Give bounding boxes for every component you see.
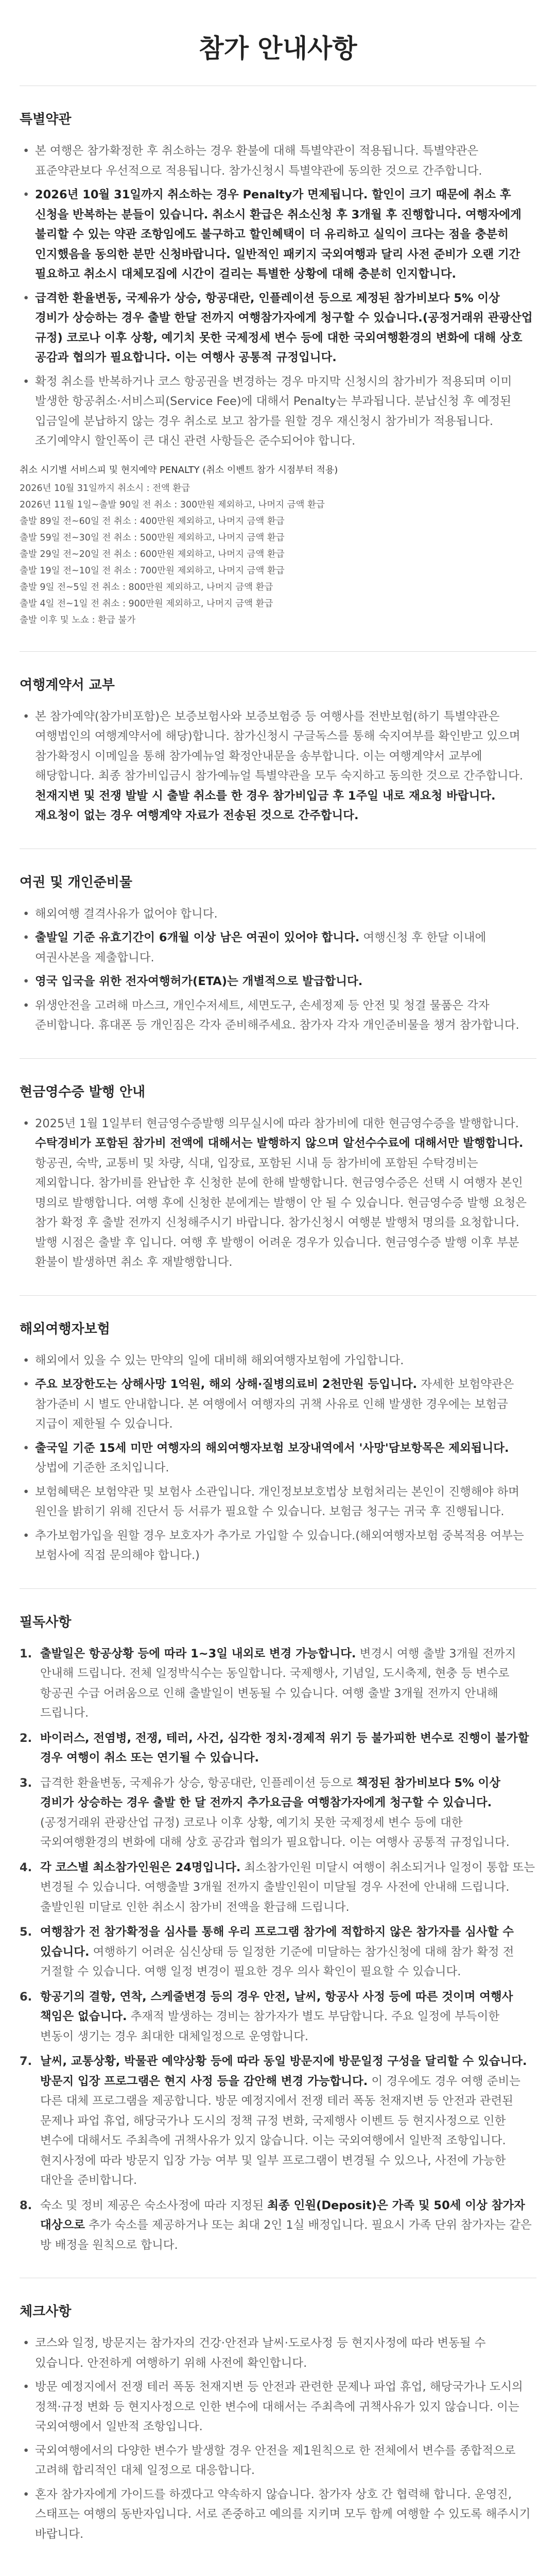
penalty-row: 출발 29일 전~20일 전 취소 : 600만원 제외하고, 나머지 금액 환급 [20,549,285,560]
list-item [20,1922,536,1982]
item-emphasis: 바이러스, 전염병, 전쟁, 테러, 사건, 심각한 정치·경제적 위기 등 불가피한 변수로 진행이 불가할 경우 여행이 취소 또는 연기될 수 있습니다. [40,1731,529,1765]
item-emphasis: 출발일 기준 유효기간이 6개월 이상 남은 여권이 있어야 합니다. [35,931,360,944]
item-text: 방문 예정지에서 전쟁 테러 폭동 천재지변 등 안전과 관련한 문제나 파업 휴업, 해당국가나 도시의 정책·규정 변화 등 현지사정으로 인한 변수에 대해서는 주최측에 귀책사유가 있지 않습니다. 이는 국외여행에서 일반적 조항입니다. [35,2380,523,2433]
bullet-list [20,2333,536,2544]
section-transfer [20,651,536,826]
item-number: 7. [20,2055,32,2068]
bullet-list [20,1351,536,1566]
list-item [20,141,536,181]
penalty-table-title: 취소 시기별 서비스피 및 현지예약 PENALTY (취소 이벤트 참가 시점부터 적용) [20,464,338,476]
bullet-list [20,707,536,826]
list-item [20,289,536,368]
page-title: 참가 안내사항 [199,33,357,63]
list-item [20,1728,536,1768]
item-text: 여행하기 어려운 심신상태 등 일정한 기준에 미달하는 참가신청에 대해 참가 확정 전 거절할 수 있습니다. 여행 일정 변경이 필요한 경우 의사 확인이 필요할 수 있습니다. [40,1945,514,1978]
list-item [20,2052,536,2191]
item-emphasis: 영국 입국을 위한 전자여행허가(ETA)는 개별적으로 발급합니다. [35,975,363,988]
item-text: 상법에 기준한 조치입니다. [35,1461,169,1475]
list-item [20,1858,536,1918]
list-item [20,2196,536,2256]
section-checklist [20,2278,536,2544]
bullet-list [20,141,536,451]
penalty-table [20,463,536,629]
penalty-row: 출발 19일 전~10일 전 취소 : 700만원 제외하고, 나머지 금액 환급 [20,565,285,576]
section-notices [20,1588,536,2256]
item-emphasis: 2026년 10월 31일까지 취소하는 경우 Penalty가 면제됩니다. 할인이 크기 때문에 취소 후 신청을 반복하는 분들이 있습니다. 취소시 환급은 취소신청 후 3개월 후 진행합니다. 여행자에게 불리할 수 있는 약관 조항임에도 불구하고 할인혜택이 더 유리하고 실익이 크다는 점을 충분히 인지했음을 동의한 분만 신청바랍니다. 일반적인 패키지 국외여행과 달리 사전 준비가 오랜 기간 필요하고 취소시 대체모집에 시간이 걸리는 특별한 상황에 대해 충분히 인지합니다. [35,188,522,281]
item-text: 급격한 환율변동, 국제유가 상승, 항공대란, 인플레이션 등으로 [40,1776,357,1790]
item-emphasis: 최종 인원(Deposit)은 가족 및 50세 이상 참가자 대상으로 [40,2198,525,2232]
section-heading: 필독사항 [20,1614,72,1630]
penalty-row: 출발 4일 전~1일 전 취소 : 900만원 제외하고, 나머지 금액 환급 [20,598,273,609]
item-text: 해외에서 있을 수 있는 만약의 일에 대비해 해외여행자보험에 가입합니다. [35,1353,404,1367]
section-passport [20,849,536,1036]
section-heading: 여행계약서 교부 [20,677,115,693]
list-item [20,996,536,1036]
item-text: 혼자 참가자에게 가이드를 하겠다고 약속하지 않습니다. 참가자 상호 간 협력해 합니다. 운영진, 스태프는 여행의 동반자입니다. 서로 존중하고 예의를 지키며 모두 함께 여행할 수 있도록 해주시기 바랍니다. [35,2487,531,2541]
item-emphasis: 여행참가 전 참가확정을 심사를 통해 우리 프로그램 참가에 적합하지 않은 참가자를 심사할 수 있습니다. [40,1925,514,1959]
item-emphasis: 출발일은 항공상황 등에 따라 1~3일 내외로 변경 가능합니다. [40,1647,356,1660]
section-receipt [20,1058,536,1273]
list-item [20,1987,536,2047]
item-text: 숙소 및 정비 제공은 숙소사정에 따라 지정된 [40,2198,268,2212]
penalty-row: 2026년 10월 31일까지 취소시 : 전액 환급 [20,483,190,494]
penalty-row: 출발 9일 전~5일 전 취소 : 800만원 제외하고, 나머지 금액 환급 [20,582,273,592]
penalty-row: 2026년 11월 1일~출발 90일 전 취소 : 300만원 제외하고, 나머지 금액 환급 [20,499,325,510]
item-text: 확정 취소를 반복하거나 코스 항공권을 변경하는 경우 마지막 신청시의 참가비가 적용되며 이미 발생한 항공취소·서비스피(Service Fee)에 대해서 Penalty는 부과됩니다. 분납신청 후 예정된 입금일에 분납하지 않는 경우 취소로 보고 참가를 원할 경우 재신청시 참가비가 적용됩니다. 조기예약시 할인폭이 큰 대신 관련 사항들은 준수되어야 합니다. [35,375,512,448]
item-emphasis: 출국일 기준 15세 미만 여행자의 해외여행자보험 보장내역에서 '사망'담보항목은 제외됩니다. [35,1441,509,1455]
list-item [20,185,536,284]
item-text: 위생안전을 고려해 마스크, 개인수저세트, 세면도구, 손세정제 등 안전 및 청결 물품은 각자 준비합니다. 휴대폰 등 개인짐은 각자 준비해주세요. 참가자 각자 개인준비물을 챙겨 참가합니다. [35,998,519,1032]
item-text: 본 참가예약(참가비포함)은 보증보험사와 보증보험증 등 여행사를 전반보험(하기 특별약관은 여행법인의 여행계약서에 해당)합니다. 참가신청시 구글독스를 통해 숙지여부를 확인받고 있으며 참가확정시 이메일을 통해 참가예뉴얼 확정안내문을 송부합니다. 이는 여행계약서 교부에 해당합니다. 최종 참가비입금시 참가예뉴얼 특별약관을 모두 숙지하고 동의한 것으로 간주합니다. [35,709,524,783]
item-emphasis: 천재지변 및 전쟁 발발 시 출발 취소를 한 경우 참가비입금 후 1주일 내로 재요청 바랍니다. 재요청이 없는 경우 여행계약 자료가 전송된 것으로 간주합니다. [35,789,496,822]
item-emphasis: 주요 보장한도는 상해사망 1억원, 해외 상해·질병의료비 2천만원 등입니다. [35,1378,418,1391]
penalty-row: 출발 89일 전~60일 전 취소 : 400만원 제외하고, 나머지 금액 환급 [20,516,285,527]
item-text: 여행신청 후 한달 이내에 여권사본을 제출합니다. [35,931,486,964]
section-insurance [20,1295,536,1566]
item-text: 본 여행은 참가확정한 후 취소하는 경우 환불에 대해 특별약관이 적용됩니다. 특별약관은 표준약관보다 우선적으로 적용됩니다. 참가신청시 특별약관에 동의한 것으로 간주합니다. [35,144,482,178]
item-text: 자세한 보험약관은 참가준비 시 별도 안내합니다. 본 여행에서 여행자의 귀책 사유로 인해 발생한 경우에는 보험금 지급이 제한될 수 있습니다. [35,1378,514,1431]
item-number: 6. [20,1990,32,2004]
item-number: 1. [20,1647,32,1660]
list-item [20,707,536,826]
list-item [20,2377,536,2437]
item-emphasis: 항공기의 결항, 연착, 스케줄변경 등의 경우 안전, 날씨, 항공사 사정 등에 따른 것이며 여행사 책임은 없습니다. [40,1990,513,2023]
item-text: 추가 숙소를 제공하거나 또는 최대 2인 1실 배정입니다. 필요시 가족 단위 참가자는 같은 방 배정을 원칙으로 합니다. [40,2218,532,2252]
item-emphasis: 책정된 참가비보다 5% 이상 경비가 상승하는 경우 출발 한 달 전까지 추가요금을 여행참가자에게 청구할 수 있습니다. [40,1776,500,1809]
item-emphasis: 날씨, 교통상황, 박물관 예약상황 등에 따라 동일 방문지에 방문일정 구성을 달리할 수 있습니다. 방문지 입장 프로그램은 현지 사정 등을 감안해 변경 가능합니다. [40,2055,527,2088]
penalty-table-rows [20,480,536,629]
item-emphasis: 급격한 환율변동, 국제유가 상승, 항공대란, 인플레이션 등으로 제정된 참가비보다 5% 이상 경비가 상승하는 경우 출발 한달 전까지 여행참가자에게 청구할 수 있습니다.(공정거래위 관광산업 규정) 코로나 이후 상황, 예기치 못한 국제정세 변수 등에 대한 국외여행환경의 변화에 대해 상호 공감과 협의가 필요합니다. 이는 여행사 공통적 규정입니다. [35,291,533,364]
list-item [20,1438,536,1478]
list-item [20,2441,536,2481]
item-text: (공정거래위 관광산업 규정) 코로나 이후 상황, 예기치 못한 국제정세 변수 등에 대한 국외여행환경의 변화에 대해 상호 공감과 협의가 필요합니다. 이는 여행사 공통적 규정입니다. [40,1816,510,1849]
list-item [20,1526,536,1566]
list-item [20,2333,536,2373]
list-item [20,1644,536,1723]
section-special-terms [20,86,536,629]
item-number: 3. [20,1776,32,1790]
list-item [20,1351,536,1371]
section-heading: 해외여행자보험 [20,1321,110,1337]
item-text: 이 경우에도 경우 여행 준비는 다른 대체 프로그램을 제공합니다. 방문 예정지에서 전쟁 테러 폭동 천재지변 등 안전과 관련된 문제나 파업 휴업, 해당국가나 도시의 정책 규정 변화, 국제행사 이벤트 등 현지사정으로 인한 변수에 대해서도 주최측에 귀책사유가 있지 않습니다. 이는 국외여행에서 일반적 조항입니다. 현지사정에 따라 방문지 입장 가능 여부 및 일부 프로그램이 변경될 수 있으나, 사전에 가능한 대안을 준비합니다. [40,2074,520,2187]
list-item [20,1773,536,1853]
item-emphasis: 각 코스별 최소참가인원은 24명입니다. [40,1860,241,1874]
item-emphasis: 수탁경비가 포함된 참가비 전액에 대해서는 발행하지 않으며 알선수수료에 대해서만 발행합니다. [35,1137,524,1150]
list-item [20,1375,536,1434]
item-number: 2. [20,1731,32,1745]
section-heading: 특별약관 [20,112,72,127]
item-text: 추재적 발생하는 경비는 참가자가 별도 부담합니다. 주요 일정에 부득이한 변동이 생기는 경우 최대한 대체일정으로 운영합니다. [40,2010,500,2043]
penalty-row: 출발 이후 및 노쇼 : 환급 불가 [20,615,136,625]
item-text: 코스와 일정, 방문지는 참가자의 건강·안전과 날씨·도로사정 등 현지사정에 따라 변동될 수 있습니다. 안전하게 여행하기 위해 사전에 확인합니다. [35,2336,486,2370]
list-item [20,972,536,992]
item-text: 항공권, 숙박, 교통비 및 차량, 식대, 입장료, 포함된 시내 등 참가비에 포함된 수탁경비는 제외합니다. 참가비를 완납한 후 신청한 분에 한해 발행합니다. 현금영수증은 선택 시 여행자 본인 명의로 발행합니다. 여행 후에 신청한 분에게는 발행이 안 될 수 있습니다. 현금영수증 발행 요청은 참가 확정 후 출발 전까지 신청해주시기 바랍니다. 참가신청시 여행분 발행처 명의를 요청합니다. 발행 시점은 출발 후 입니다. 여행 후 발행이 어려운 경우가 있습니다. 현금영수증 발행 이후 부분 환불이 발생하면 취소 후 재발행합니다. [35,1156,527,1269]
item-text: 국외여행에서의 다양한 변수가 발생할 경우 안전을 제1원칙으로 한 전체에서 변수를 종합적으로 고려해 합리적인 대체 일정으로 대응합니다. [35,2444,516,2477]
item-text: 2025년 1월 1일부터 현금영수증발행 의무실시에 따라 참가비에 대한 현금영수증을 발행합니다. [35,1116,519,1130]
list-item [20,928,536,968]
section-heading: 체크사항 [20,2304,72,2319]
list-item [20,1114,536,1273]
list-item [20,372,536,451]
bullet-list [20,904,536,1036]
item-text: 보험혜택은 보험약관 및 보험사 소관입니다. 개인정보보호법상 보험처리는 본인이 진행해야 하며 원인을 밝히기 위해 진단서 등 서류가 필요할 수 있습니다. 보험금 청구는 귀국 후 진행됩니다. [35,1485,519,1518]
bullet-list [20,1114,536,1273]
item-number: 8. [20,2198,32,2212]
penalty-row: 출발 59일 전~30일 전 취소 : 500만원 제외하고, 나머지 금액 환급 [20,532,285,543]
list-item [20,2485,536,2545]
item-text: 추가보험가입을 원할 경우 보호자가 추가로 가입할 수 있습니다.(해외여행자보험 중복적용 여부는 보험사에 직접 문의해야 합니다.) [35,1529,524,1562]
numbered-list [20,1644,536,2256]
section-heading: 현금영수증 발행 안내 [20,1084,146,1100]
section-heading: 여권 및 개인준비물 [20,874,133,890]
item-number: 4. [20,1860,32,1874]
item-number: 5. [20,1925,32,1939]
item-text: 변경시 여행 출발 3개월 전까지 안내해 드립니다. 전체 일정박식수는 동일합니다. 국제행사, 기념일, 도시축제, 현충 등 변수로 항공권 수급 어려움으로 인해 출발일이 변동될 수 있습니다. 여행 출발 3개월 전까지 안내해 드립니다. [40,1647,516,1720]
item-text: 해외여행 결격사유가 없어야 합니다. [35,907,218,921]
list-item [20,1482,536,1522]
item-text: 최소참가인원 미달시 여행이 취소되거나 일정이 통합 또는 변경될 수 있습니다. 여행출발 3개월 전까지 출발인원이 미달될 경우 사전에 안내해 드립니다. 출발인원 미달로 인한 취소시 참가비 전액을 환급해 드립니다. [40,1860,535,1914]
list-item [20,904,536,924]
